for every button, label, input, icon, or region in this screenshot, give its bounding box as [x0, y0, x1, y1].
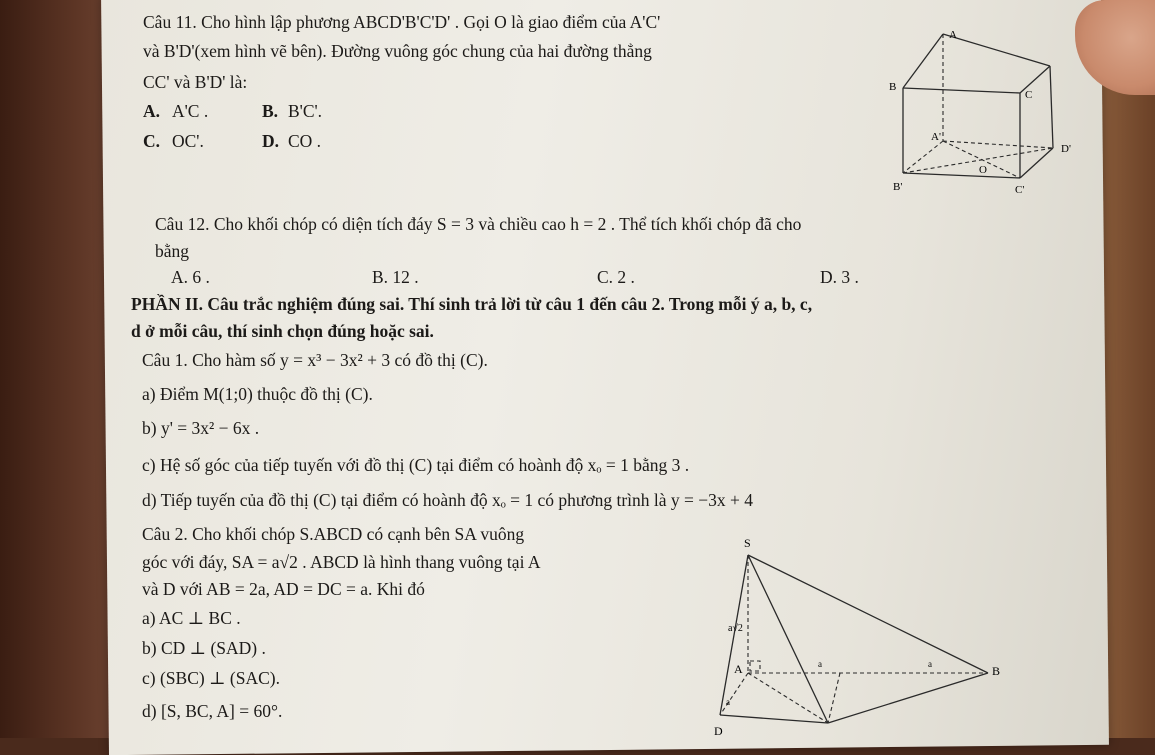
- p2q2-statement-d: d) [S, BC, A] = 60°.: [142, 701, 283, 721]
- pyramid-label-ab-first: a: [818, 659, 822, 669]
- pyramid-edge-cb: [828, 673, 988, 723]
- q11-line1: Câu 11. Cho hình lập phương ABCD'B'C'D' . Gọi O là giao điểm của A'C': [143, 12, 661, 32]
- q11-option-b-label: B.: [262, 101, 279, 121]
- pyramid-figure: [700, 533, 1000, 738]
- cube-label-o: O: [979, 164, 987, 176]
- pyramid-label-d: D: [714, 724, 723, 738]
- pyramid-label-b: B: [992, 664, 1000, 678]
- q12-option-d: D. 3 .: [820, 267, 859, 287]
- p2q1-statement-d: d) Tiếp tuyến của đồ thị (C) tại điểm có hoành độ xₒ = 1 có phương trình là y = −3x + 4: [142, 490, 754, 510]
- q11-option-d: CO .: [288, 131, 322, 151]
- part2-heading-line2: d ở mỗi câu, thí sinh chọn đúng hoặc sai.: [131, 321, 434, 341]
- pyramid-label-s: S: [744, 536, 751, 550]
- cube-label-a1: A': [931, 131, 941, 143]
- cube-label-a: A: [949, 29, 957, 41]
- p2q1-statement-b: b) y' = 3x² − 6x .: [142, 418, 260, 438]
- p2q2-line2: góc với đáy, SA = a√2 . ABCD là hình thang vuông tại A: [142, 552, 541, 572]
- q11-line3: CC' và B'D' là:: [143, 72, 248, 92]
- p2q1-statement-a: a) Điểm M(1;0) thuộc đồ thị (C).: [142, 384, 373, 404]
- q11-option-a: A'C .: [172, 101, 209, 121]
- p2q2-line3: và D với AB = 2a, AD = DC = a. Khi đó: [142, 579, 425, 599]
- q11-option-c: OC'.: [172, 131, 204, 151]
- cube-label-b: B: [889, 81, 897, 93]
- q12-line1: Câu 12. Cho khối chóp có diện tích đáy S = 3 và chiều cao h = 2 . Thể tích khối chóp đã cho: [155, 214, 802, 234]
- pyramid-edge-sb: [748, 555, 988, 673]
- p2q1-statement-c: c) Hệ số góc của tiếp tuyến với đồ thị (C) tại điểm có hoành độ xₒ = 1 bằng 3 .: [142, 455, 690, 475]
- cube-figure: [875, 28, 1105, 203]
- p2q2-statement-c: c) (SBC) ⊥ (SAC).: [142, 668, 280, 688]
- q11-line2: và B'D'(xem hình vẽ bên). Đường vuông góc chung của hai đường thẳng: [143, 41, 652, 61]
- cube-hidden-a1b1: [903, 141, 943, 173]
- cube-label-c: C: [1025, 89, 1033, 101]
- pyramid-label-sa: a√2: [728, 623, 743, 634]
- p2q2-line1: Câu 2. Cho khối chóp S.ABCD có cạnh bên SA vuông: [142, 524, 525, 544]
- p2q2-statement-b: b) CD ⊥ (SAD) .: [142, 638, 266, 658]
- pyramid-edge-sc: [748, 555, 828, 723]
- q12-option-c: C. 2 .: [597, 267, 635, 287]
- cube-hidden-a1d1: [943, 141, 1053, 148]
- cube-edge-b1c1: [903, 173, 1020, 178]
- pyramid-hidden-height: [828, 673, 840, 723]
- q12-option-b: B. 12 .: [372, 267, 419, 287]
- q11-option-b: B'C'.: [288, 101, 323, 121]
- q11-option-c-label: C.: [143, 131, 161, 151]
- p2q2-statement-a: a) AC ⊥ BC .: [142, 608, 241, 628]
- cube-label-c1: C': [1015, 184, 1025, 196]
- q12-option-a: A. 6 .: [171, 267, 210, 287]
- cube-label-d1: D': [1061, 143, 1071, 155]
- cube-edge-ac: [943, 34, 1050, 66]
- pyramid-label-ab-second: a: [928, 659, 932, 669]
- pyramid-label-ad: a: [726, 697, 730, 707]
- part2-heading-line1: PHẦN II. Câu trắc nghiệm đúng sai. Thí sinh trả lời từ câu 1 đến câu 2. Trong mỗi ý a, b, c,: [131, 294, 813, 314]
- pyramid-edge-sd: [720, 555, 748, 715]
- cube-edge-ab: [903, 34, 943, 88]
- p2q1-intro: Câu 1. Cho hàm số y = x³ − 3x² + 3 có đồ thị (C).: [142, 350, 488, 370]
- cube-edge-c1d1: [1020, 148, 1053, 178]
- cube-label-b1: B': [893, 181, 903, 193]
- cube-edge-right: [1050, 66, 1053, 148]
- pyramid-label-a: A: [734, 662, 743, 676]
- q11-option-d-label: D.: [262, 131, 280, 151]
- cube-edge-bc: [903, 88, 1020, 93]
- q12-line2: bằng: [155, 241, 190, 261]
- pyramid-edge-dc: [720, 715, 828, 723]
- pyramid-right-angle-mark: [750, 661, 760, 671]
- q11-option-a-label: A.: [143, 101, 161, 121]
